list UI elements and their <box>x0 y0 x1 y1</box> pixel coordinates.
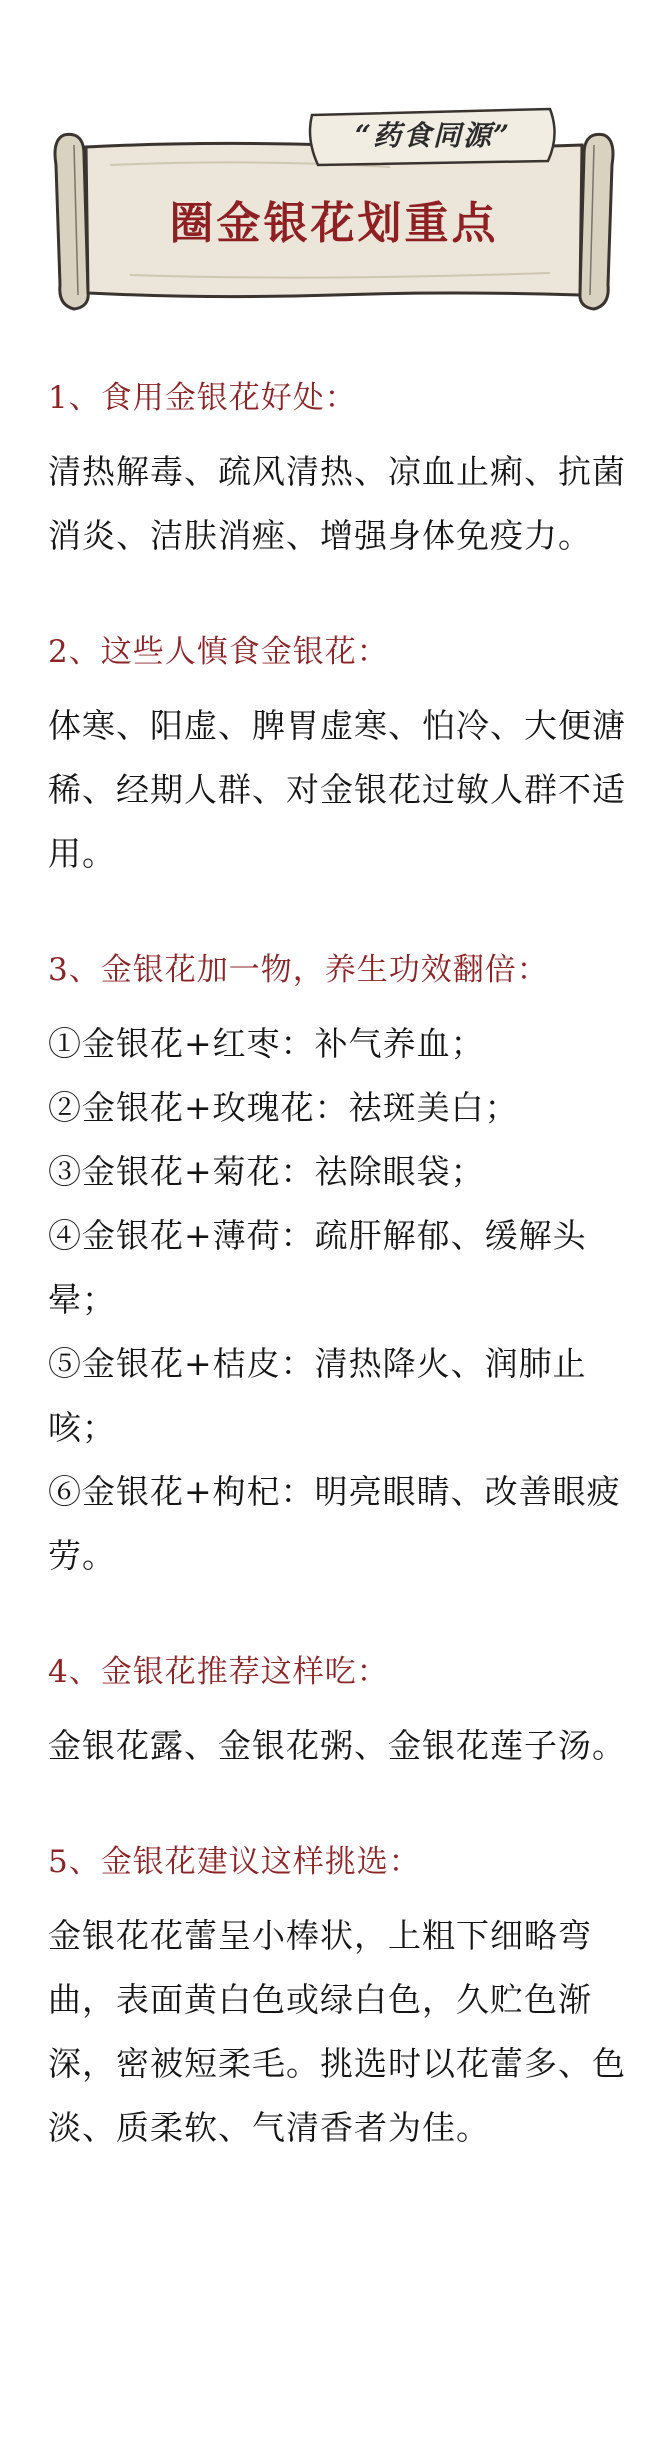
page-title: 圈金银花划重点 <box>169 198 499 249</box>
section-recipes <box>48 1652 628 1778</box>
list-item: ③金银花+菊花：祛除眼袋； <box>48 1152 485 1191</box>
section-text: 体寒、阳虚、脾胃虚寒、怕冷、大便溏稀、经期人群、对金银花过敏人群不适用。 <box>48 706 626 873</box>
list-item: ④金银花+薄荷：疏肝解郁、缓解头晕； <box>48 1216 587 1319</box>
list-item: ⑤金银花+桔皮：清热降火、润肺止咳； <box>48 1344 587 1447</box>
section-text: 金银花露、金银花粥、金银花莲子汤。 <box>48 1726 626 1765</box>
section-heading: 2、这些人慎食金银花： <box>48 634 389 670</box>
ribbon-label: “药食同源” <box>354 119 512 152</box>
list-item: ②金银花+玫瑰花：祛斑美白； <box>48 1088 519 1127</box>
list-item: ①金银花+红枣：补气养血； <box>48 1024 485 1063</box>
section-benefits <box>48 378 628 568</box>
article-body <box>48 378 628 2160</box>
list-item: ⑥金银花+枸杞：明亮眼睛、改善眼疲劳。 <box>48 1472 621 1575</box>
section-selection <box>48 1842 628 2160</box>
section-text: 清热解毒、疏风清热、凉血止痢、抗菌消炎、洁肤消痤、增强身体免疫力。 <box>48 452 626 555</box>
section-heading: 3、金银花加一物，养生功效翻倍： <box>48 952 549 988</box>
section-pairings <box>48 950 628 1588</box>
section-text: 金银花花蕾呈小棒状，上粗下细略弯曲，表面黄白色或绿白色，久贮色渐深，密被短柔毛。挑选时以花蕾多、色淡、质柔软、气清香者为佳。 <box>48 1916 626 2147</box>
section-heading: 1、食用金银花好处： <box>48 380 357 416</box>
section-caution <box>48 632 628 886</box>
section-heading: 5、金银花建议这样挑选： <box>48 1844 421 1880</box>
section-heading: 4、金银花推荐这样吃： <box>48 1654 389 1690</box>
scroll-banner <box>50 95 618 325</box>
